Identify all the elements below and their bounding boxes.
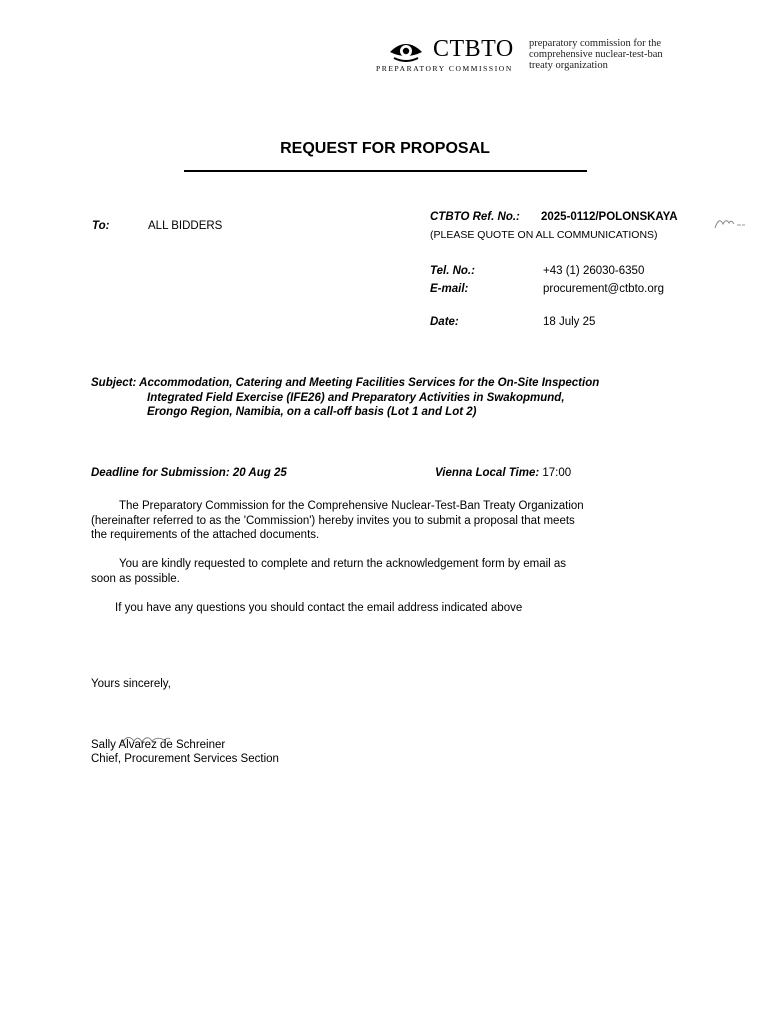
title-underline — [184, 170, 587, 172]
to-value: ALL BIDDERS — [148, 220, 223, 232]
vienna-time-value: 17:00 — [542, 467, 572, 479]
ref-note: (PLEASE QUOTE ON ALL COMMUNICATIONS) — [430, 229, 658, 241]
paragraph-acknowledgement — [91, 557, 691, 586]
subject-block — [91, 376, 691, 420]
tel-value: +43 (1) 26030-6350 — [543, 265, 645, 277]
subject-line: Accommodation, Catering and Meeting Facilities Services for the On-Site Inspection — [139, 377, 600, 389]
to-label: To: — [92, 220, 110, 232]
paragraph-line: the requirements of the attached documents. — [91, 529, 320, 541]
email-value[interactable]: procurement@ctbto.org — [543, 283, 664, 295]
vienna-time — [435, 467, 571, 479]
ref-value: 2025-0112/POLONSKAYA — [541, 211, 678, 223]
deadline-label: Deadline for Submission: 20 Aug 25 — [91, 467, 287, 479]
signatory-name: Sally Alvarez de Schreiner — [91, 739, 226, 751]
subject-label: Subject: — [91, 377, 137, 389]
email-label: E-mail: — [430, 283, 469, 295]
closing-text: Yours sincerely, — [91, 678, 171, 690]
logo-desc-line: comprehensive nuclear-test-ban — [529, 49, 663, 60]
tel-label: Tel. No.: — [430, 265, 475, 277]
paragraph-line: soon as possible. — [91, 572, 180, 585]
ref-label: CTBTO Ref. No.: — [430, 211, 520, 223]
paragraph-line: The Preparatory Commission for the Comprehensive Nuclear-Test-Ban Treaty Organization — [119, 500, 584, 512]
paragraph-line: You are kindly requested to complete and return the acknowledgement form by email as — [119, 558, 567, 570]
logo-desc-line: preparatory commission for the — [529, 38, 662, 49]
ctbto-logo-icon — [388, 38, 424, 64]
paragraph-line: (hereinafter referred to as the 'Commission') hereby invites you to submit a proposal that meets — [91, 514, 575, 527]
logo-description — [529, 38, 704, 71]
date-value: 18 July 25 — [543, 316, 596, 328]
signatory-title: Chief, Procurement Services Section — [91, 753, 279, 765]
logo-subtitle: PREPARATORY COMMISSION — [376, 64, 513, 73]
date-label: Date: — [430, 316, 459, 328]
scribble-mark-icon — [713, 212, 747, 232]
logo-desc-line: treaty organization — [529, 60, 608, 71]
paragraph-invitation — [91, 499, 691, 543]
logo-wordmark: CTBTO — [433, 36, 514, 62]
document-title: REQUEST FOR PROPOSAL — [280, 140, 490, 157]
paragraph-questions: If you have any questions you should contact the email address indicated above — [115, 602, 523, 614]
subject-line: Integrated Field Exercise (IFE26) and Preparatory Activities in Swakopmund, — [147, 391, 565, 404]
vienna-time-label: Vienna Local Time: — [435, 467, 540, 479]
subject-line: Erongo Region, Namibia, on a call-off basis (Lot 1 and Lot 2) — [147, 406, 477, 418]
